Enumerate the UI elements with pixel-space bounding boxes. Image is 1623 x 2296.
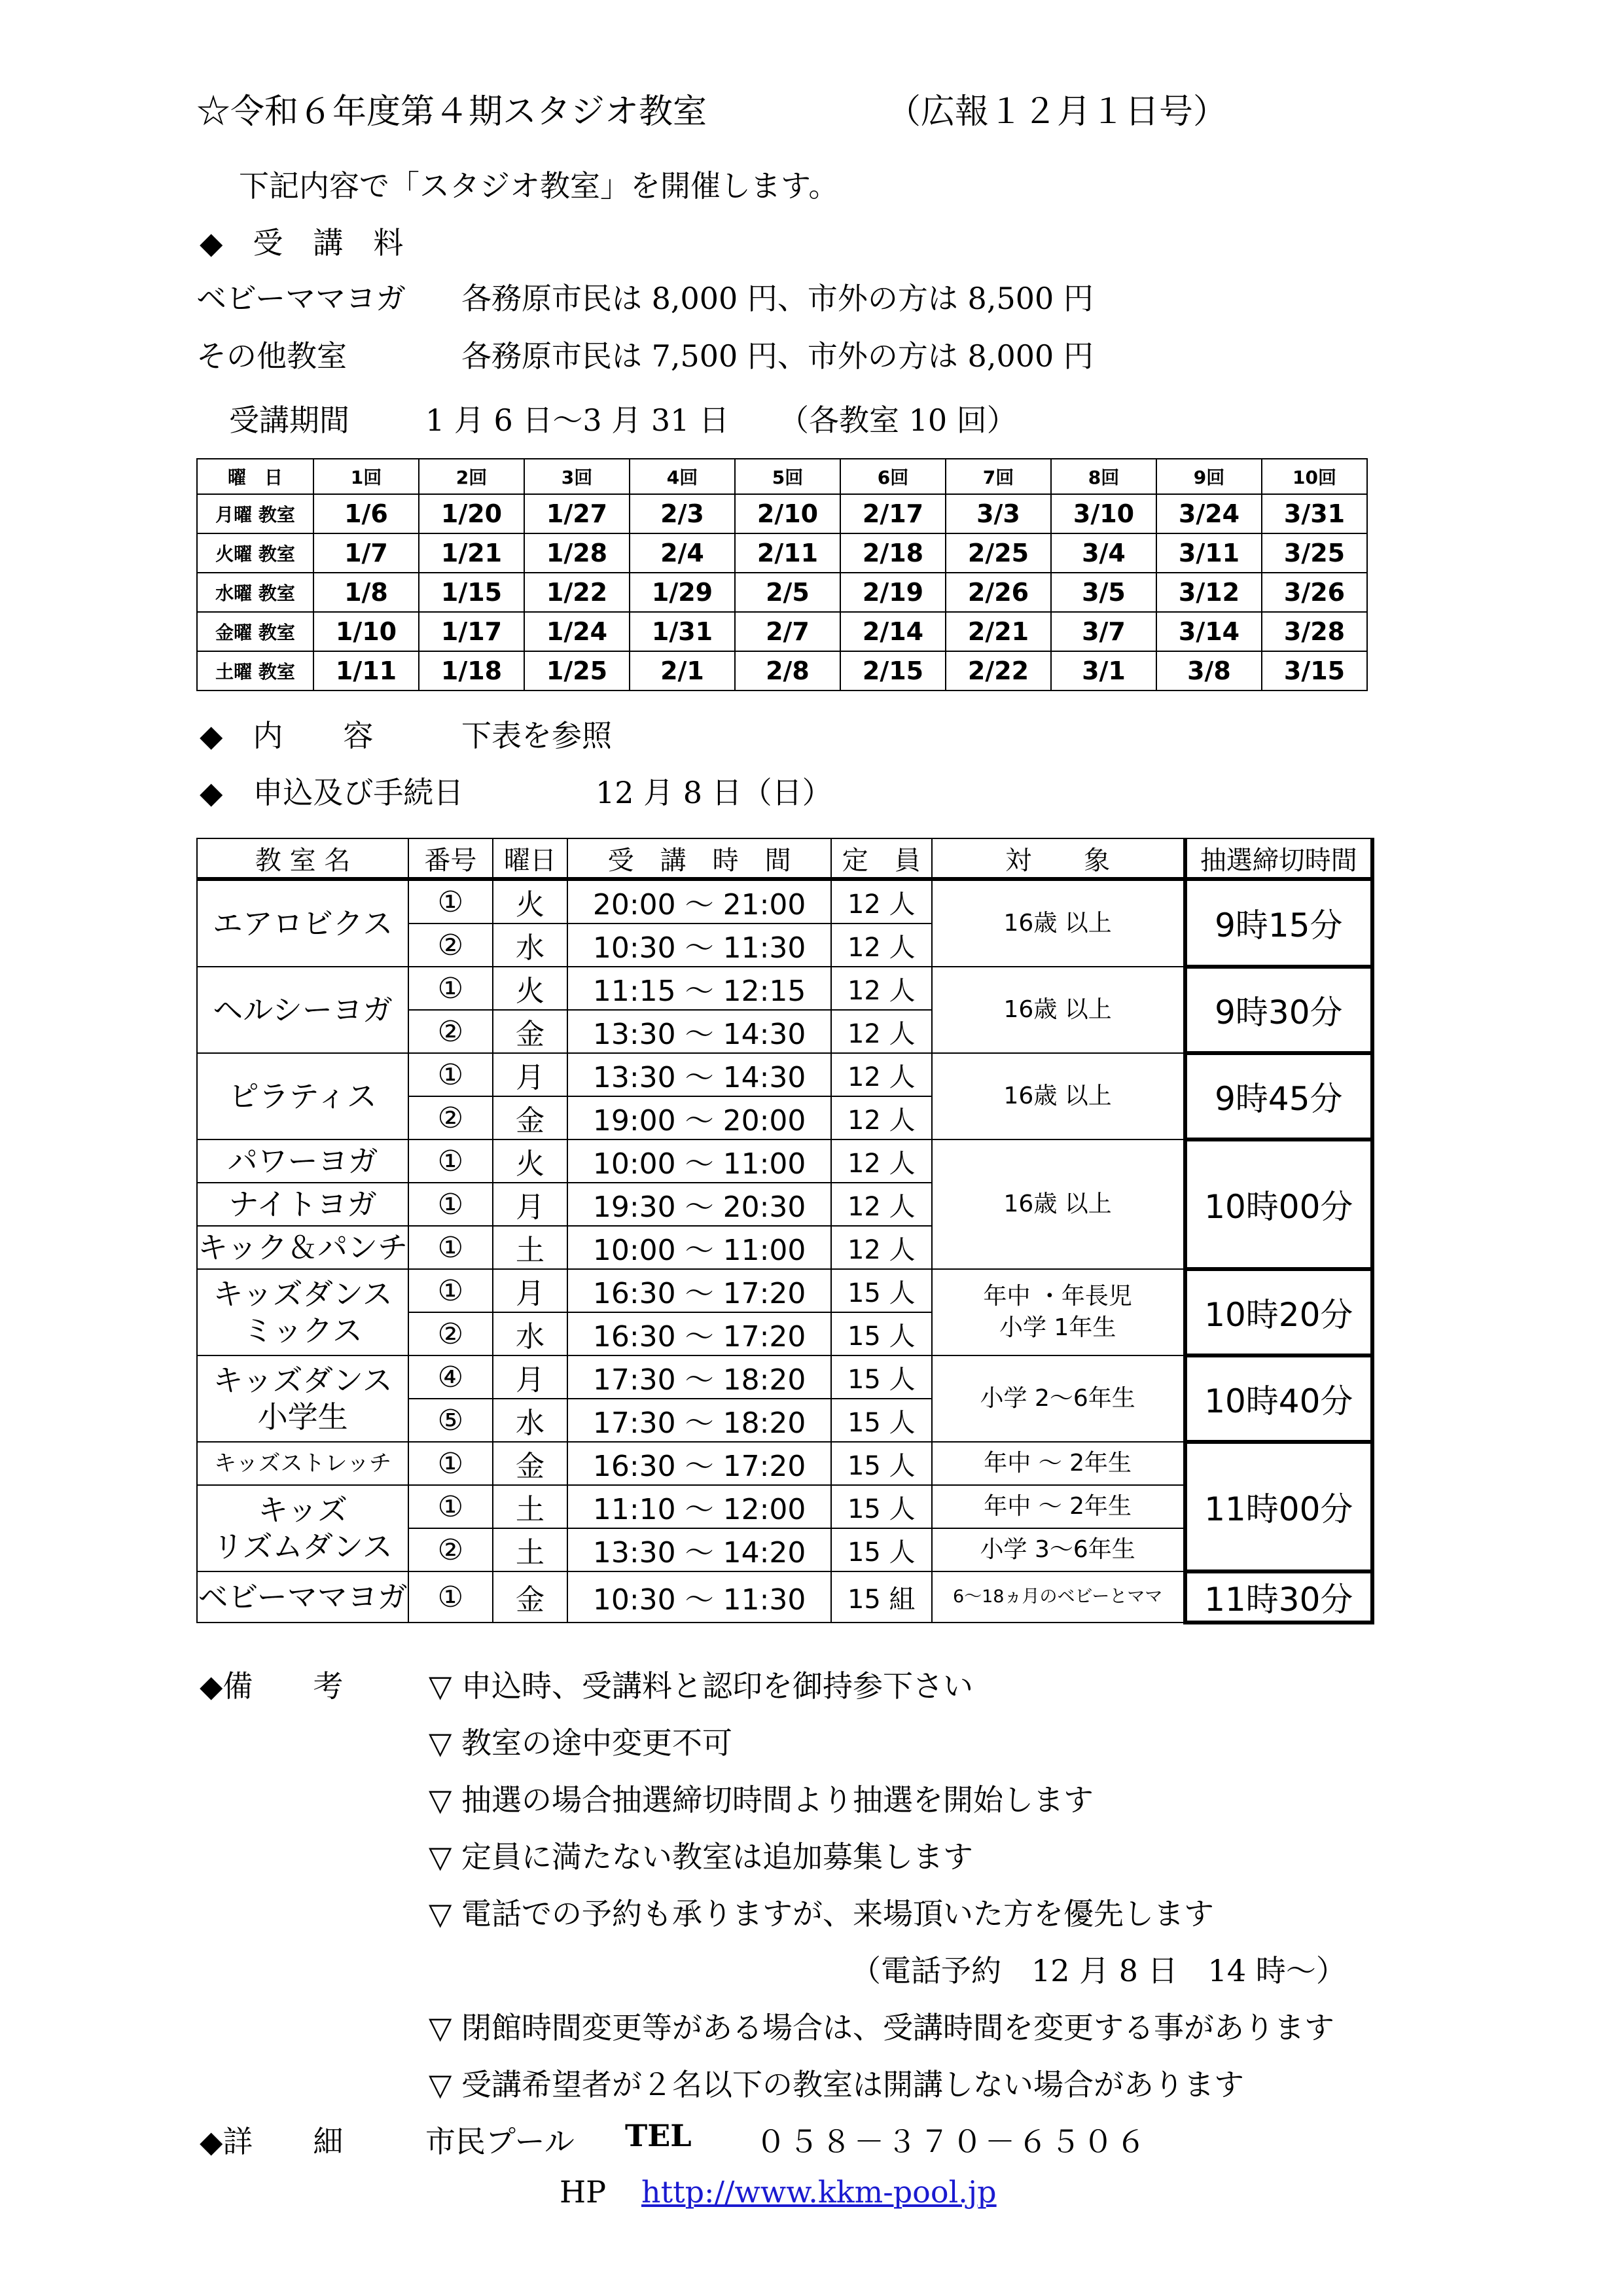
class-name-line: ミックス (243, 1313, 363, 1348)
table-row (197, 1053, 1372, 1096)
schedule-date: 2/1 (630, 651, 735, 691)
remark-item: ▽ 電話での予約も承りますが、来場頂いた方を優先します (429, 1896, 1214, 1931)
class-name (197, 1269, 408, 1355)
class-header-cell: 抽選締切時間 (1185, 838, 1372, 879)
schedule-date: 1/7 (313, 533, 419, 573)
class-deadline: 9時30分 (1185, 967, 1372, 1053)
class-target (932, 1269, 1185, 1355)
schedule-date: 2/5 (735, 573, 840, 612)
class-day: 水 (493, 1312, 568, 1355)
class-time: 10:30 ～ 11:30 (567, 924, 830, 967)
schedule-header-cell: 5回 (735, 459, 840, 494)
remark-item: ▽ 教室の途中変更不可 (429, 1725, 732, 1761)
class-no: ① (408, 967, 492, 1010)
class-capacity: 12 人 (831, 1226, 932, 1269)
class-target: 年中 ～ 2年生 (932, 1485, 1185, 1528)
class-time: 13:30 ～ 14:30 (567, 1010, 830, 1053)
schedule-date: 1/29 (630, 573, 735, 612)
schedule-date: 3/7 (1051, 612, 1156, 651)
class-day: 水 (493, 1399, 568, 1442)
class-capacity: 12 人 (831, 1183, 932, 1226)
schedule-day: 土曜 教室 (197, 651, 313, 691)
class-no: ② (408, 1312, 492, 1355)
class-time: 16:30 ～ 17:20 (567, 1312, 830, 1355)
remark-item: ▽ 受講希望者が２名以下の教室は開講しない場合があります (429, 2067, 1244, 2102)
schedule-header-cell: 9回 (1156, 459, 1262, 494)
hp-label: HP (560, 2174, 607, 2210)
schedule-date: 2/3 (630, 494, 735, 533)
class-deadline: 10時20分 (1185, 1269, 1372, 1355)
class-no: ① (408, 1571, 492, 1623)
schedule-header-cell: 3回 (524, 459, 630, 494)
class-no: ① (408, 1183, 492, 1226)
schedule-date: 1/25 (524, 651, 630, 691)
class-header-cell: 曜日 (493, 838, 568, 879)
class-name: エアロビクス (197, 879, 408, 967)
class-time: 10:00 ～ 11:00 (567, 1226, 830, 1269)
class-name-line: キッズダンス (213, 1276, 393, 1312)
schedule-date: 1/28 (524, 533, 630, 573)
schedule-date: 1/11 (313, 651, 419, 691)
schedule-date: 3/25 (1262, 533, 1367, 573)
schedule-date: 1/20 (419, 494, 524, 533)
remark-item: ▽ 抽選の場合抽選締切時間より抽選を開始します (429, 1782, 1094, 1818)
class-day: 水 (493, 924, 568, 967)
schedule-header-cell: 1回 (313, 459, 419, 494)
class-deadline: 9時45分 (1185, 1053, 1372, 1139)
class-capacity: 12 人 (831, 924, 932, 967)
class-target: 16歳 以上 (932, 1139, 1185, 1269)
schedule-date: 3/31 (1262, 494, 1367, 533)
class-header-cell: 受 講 時 間 (567, 838, 830, 879)
schedule-date: 3/3 (946, 494, 1051, 533)
table-row (197, 879, 1372, 924)
class-deadline: 10時40分 (1185, 1355, 1372, 1442)
class-capacity: 12 人 (831, 1053, 932, 1096)
class-target: 16歳 以上 (932, 967, 1185, 1053)
class-capacity: 12 人 (831, 879, 932, 924)
schedule-day: 月曜 教室 (197, 494, 313, 533)
schedule-date: 2/11 (735, 533, 840, 573)
schedule-date: 3/12 (1156, 573, 1262, 612)
class-day: 金 (493, 1571, 568, 1623)
intro-text: 下記内容で「スタジオ教室」を開催します。 (239, 168, 839, 204)
class-no: ⑤ (408, 1399, 492, 1442)
class-header-row (197, 838, 1372, 879)
class-no: ② (408, 1010, 492, 1053)
remarks-heading: ◆備 考 (200, 1668, 344, 1704)
class-day: 金 (493, 1010, 568, 1053)
schedule-date: 2/22 (946, 651, 1051, 691)
class-target: 小学 3～6年生 (932, 1528, 1185, 1571)
class-time: 19:30 ～ 20:30 (567, 1183, 830, 1226)
class-name-line: キッズダンス (213, 1363, 393, 1398)
class-time: 11:15 ～ 12:15 (567, 967, 830, 1010)
class-time: 19:00 ～ 20:00 (567, 1096, 830, 1139)
class-time: 13:30 ～ 14:30 (567, 1053, 830, 1096)
schedule-header-cell: 10回 (1262, 459, 1367, 494)
schedule-table (196, 458, 1368, 691)
class-day: 金 (493, 1096, 568, 1139)
class-day: 土 (493, 1485, 568, 1528)
class-capacity: 12 人 (831, 1010, 932, 1053)
schedule-date: 1/15 (419, 573, 524, 612)
schedule-date: 1/6 (313, 494, 419, 533)
content-text: 下表を参照 (461, 718, 612, 753)
class-day: 月 (493, 1183, 568, 1226)
class-name (197, 1485, 408, 1571)
class-day: 金 (493, 1442, 568, 1485)
class-capacity: 15 人 (831, 1269, 932, 1312)
fees-heading: ◆ 受 講 料 (200, 225, 404, 260)
schedule-date: 3/8 (1156, 651, 1262, 691)
schedule-date: 2/4 (630, 533, 735, 573)
schedule-date: 1/27 (524, 494, 630, 533)
fee-text-baby: 各務原市民は 8,000 円、市外の方は 8,500 円 (461, 281, 1094, 316)
class-no: ① (408, 1139, 492, 1183)
class-header-cell: 定 員 (831, 838, 932, 879)
class-target: 年中 ～ 2年生 (932, 1442, 1185, 1485)
website-link[interactable]: http://www.kkm-pool.jp (641, 2174, 997, 2210)
content-heading: ◆ 内 容 (200, 718, 374, 753)
remark-item: ▽ 閉館時間変更等がある場合は、受講時間を変更する事があります (429, 2010, 1334, 2045)
schedule-day: 火曜 教室 (197, 533, 313, 573)
class-target: 小学 2～6年生 (932, 1355, 1185, 1442)
schedule-date: 1/31 (630, 612, 735, 651)
schedule-date: 1/24 (524, 612, 630, 651)
schedule-day: 水曜 教室 (197, 573, 313, 612)
class-target-line: 小学 1年生 (999, 1314, 1116, 1341)
schedule-header-cell: 7回 (946, 459, 1051, 494)
apply-heading: ◆ 申込及び手続日 (200, 775, 464, 810)
table-row (197, 1269, 1372, 1312)
schedule-date: 2/26 (946, 573, 1051, 612)
schedule-date: 1/22 (524, 573, 630, 612)
class-deadline: 10時00分 (1185, 1139, 1372, 1269)
apply-date: 12 月 8 日（日） (596, 775, 832, 810)
class-name: ヘルシーヨガ (197, 967, 408, 1053)
schedule-date: 2/7 (735, 612, 840, 651)
period-dates: 1 月 6 日～3 月 31 日 (425, 403, 730, 438)
schedule-header-cell: 6回 (840, 459, 946, 494)
class-name-line: 小学生 (257, 1399, 348, 1435)
schedule-date: 3/14 (1156, 612, 1262, 651)
class-no: ② (408, 1096, 492, 1139)
class-day: 土 (493, 1226, 568, 1269)
class-day: 火 (493, 1139, 568, 1183)
schedule-header-cell: 8回 (1051, 459, 1156, 494)
class-no: ① (408, 1053, 492, 1096)
class-capacity: 15 人 (831, 1312, 932, 1355)
phone-reservation-note: （電話予約 12 月 8 日 14 時～） (851, 1953, 1346, 1988)
class-name: ピラティス (197, 1053, 408, 1139)
class-no: ① (408, 1442, 492, 1485)
period-label: 受講期間 (229, 403, 349, 438)
class-capacity: 12 人 (831, 1139, 932, 1183)
class-no: ① (408, 1226, 492, 1269)
class-no: ② (408, 1528, 492, 1571)
issue-label: （広報１２月１日号） (887, 92, 1228, 132)
class-capacity: 12 人 (831, 1096, 932, 1139)
schedule-header-cell: 4回 (630, 459, 735, 494)
class-time: 16:30 ～ 17:20 (567, 1269, 830, 1312)
class-name: キック＆パンチ (197, 1226, 408, 1269)
class-target: 16歳 以上 (932, 879, 1185, 967)
class-time: 10:30 ～ 11:30 (567, 1571, 830, 1623)
schedule-date: 3/4 (1051, 533, 1156, 573)
class-time: 11:10 ～ 12:00 (567, 1485, 830, 1528)
schedule-date: 3/26 (1262, 573, 1367, 612)
class-name (197, 1355, 408, 1442)
class-deadline: 11時30分 (1185, 1571, 1372, 1623)
schedule-date: 3/11 (1156, 533, 1262, 573)
class-capacity: 15 人 (831, 1485, 932, 1528)
class-time: 17:30 ～ 18:20 (567, 1399, 830, 1442)
class-day: 火 (493, 967, 568, 1010)
schedule-date: 3/15 (1262, 651, 1367, 691)
schedule-date: 3/5 (1051, 573, 1156, 612)
fee-label-other: その他教室 (196, 338, 347, 374)
schedule-date: 1/17 (419, 612, 524, 651)
remark-item: ▽ 定員に満たない教室は追加募集します (429, 1839, 973, 1874)
schedule-header-cell: 2回 (419, 459, 524, 494)
class-no: ② (408, 924, 492, 967)
schedule-day: 金曜 教室 (197, 612, 313, 651)
class-name: キッズストレッチ (197, 1442, 408, 1485)
class-target: 16歳 以上 (932, 1053, 1185, 1139)
page-title: ☆令和６年度第４期スタジオ教室 (196, 92, 707, 132)
table-row (197, 1442, 1372, 1485)
schedule-date: 1/8 (313, 573, 419, 612)
class-no: ④ (408, 1355, 492, 1399)
schedule-date: 1/10 (313, 612, 419, 651)
class-name: ベビーママヨガ (197, 1571, 408, 1623)
class-day: 月 (493, 1269, 568, 1312)
schedule-date: 3/24 (1156, 494, 1262, 533)
class-deadline: 11時00分 (1185, 1442, 1372, 1571)
class-time: 20:00 ～ 21:00 (567, 879, 830, 924)
schedule-date: 2/25 (946, 533, 1051, 573)
schedule-date: 2/18 (840, 533, 946, 573)
table-row (197, 1355, 1372, 1399)
fee-label-baby: ベビーママヨガ (196, 281, 406, 316)
class-no: ① (408, 1269, 492, 1312)
class-header-cell: 対 象 (932, 838, 1185, 879)
class-name: パワーヨガ (197, 1139, 408, 1183)
schedule-date: 2/14 (840, 612, 946, 651)
details-place: 市民プール (425, 2124, 575, 2159)
schedule-date: 3/1 (1051, 651, 1156, 691)
schedule-row (197, 651, 1367, 691)
class-table (196, 838, 1374, 1624)
class-capacity: 15 組 (831, 1571, 932, 1623)
schedule-row (197, 494, 1367, 533)
class-time: 17:30 ～ 18:20 (567, 1355, 830, 1399)
class-capacity: 15 人 (831, 1442, 932, 1485)
schedule-date: 2/17 (840, 494, 946, 533)
schedule-row (197, 533, 1367, 573)
class-day: 土 (493, 1528, 568, 1571)
tel-number: ０５８－３７０－６５０６ (756, 2124, 1149, 2159)
class-day: 火 (493, 879, 568, 924)
class-time: 13:30 ～ 14:20 (567, 1528, 830, 1571)
class-day: 月 (493, 1053, 568, 1096)
schedule-header-cell: 曜 日 (197, 459, 313, 494)
schedule-date: 2/15 (840, 651, 946, 691)
schedule-date: 3/28 (1262, 612, 1367, 651)
class-header-cell: 番号 (408, 838, 492, 879)
schedule-row (197, 612, 1367, 651)
class-no: ① (408, 879, 492, 924)
fee-text-other: 各務原市民は 7,500 円、市外の方は 8,000 円 (461, 338, 1094, 374)
class-capacity: 15 人 (831, 1528, 932, 1571)
table-row (197, 1139, 1372, 1183)
class-capacity: 15 人 (831, 1355, 932, 1399)
class-deadline: 9時15分 (1185, 879, 1372, 967)
class-target-line: 年中 ・年長児 (983, 1283, 1132, 1310)
table-row (197, 967, 1372, 1010)
schedule-date: 1/21 (419, 533, 524, 573)
schedule-date: 2/8 (735, 651, 840, 691)
class-name-line: リズムダンス (213, 1529, 393, 1564)
schedule-date: 1/18 (419, 651, 524, 691)
period-note: （各教室 10 回） (779, 403, 1017, 438)
class-target: 6～18ヵ月のベビーとママ (932, 1571, 1185, 1623)
schedule-row (197, 573, 1367, 612)
schedule-date: 2/10 (735, 494, 840, 533)
class-capacity: 15 人 (831, 1399, 932, 1442)
table-row (197, 1571, 1372, 1623)
class-no: ① (408, 1485, 492, 1528)
class-name-line: キッズ (258, 1492, 348, 1528)
schedule-date: 2/21 (946, 612, 1051, 651)
class-day: 月 (493, 1355, 568, 1399)
class-name: ナイトヨガ (197, 1183, 408, 1226)
schedule-header-row (197, 459, 1367, 494)
schedule-date: 2/19 (840, 573, 946, 612)
schedule-date: 3/10 (1051, 494, 1156, 533)
class-header-cell: 教 室 名 (197, 838, 408, 879)
details-heading: ◆詳 細 (200, 2124, 344, 2159)
class-time: 10:00 ～ 11:00 (567, 1139, 830, 1183)
class-time: 16:30 ～ 17:20 (567, 1442, 830, 1485)
tel-label: TEL (625, 2118, 692, 2153)
class-capacity: 12 人 (831, 967, 932, 1010)
remark-item: ▽ 申込時、受講料と認印を御持参下さい (429, 1668, 973, 1704)
